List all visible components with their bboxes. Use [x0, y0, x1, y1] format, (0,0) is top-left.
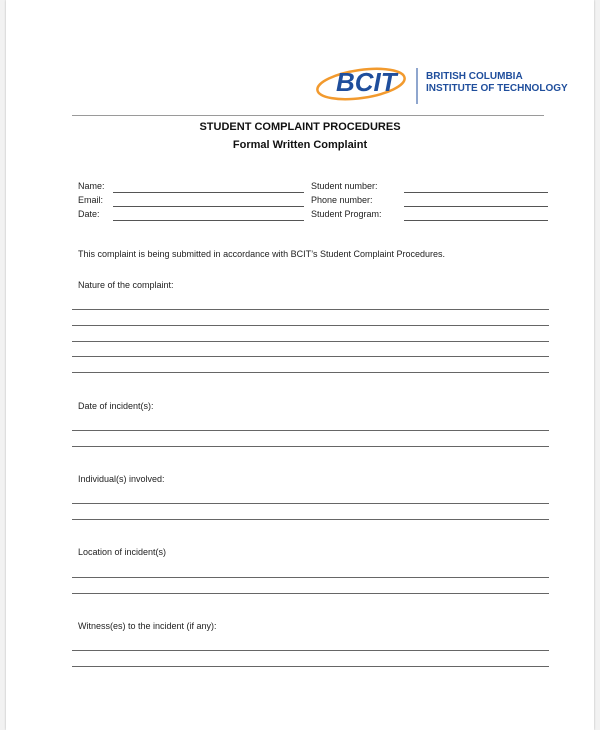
logo-line-2: INSTITUTE OF TECHNOLOGY	[426, 83, 568, 94]
name-field[interactable]	[113, 192, 304, 193]
bcit-logo	[316, 62, 568, 108]
statement-text: This complaint is being submitted in accordance with BCIT’s Student Complaint Procedures.	[78, 249, 446, 259]
nature-line-4[interactable]	[72, 356, 549, 357]
date-of-incident-line-1[interactable]	[72, 430, 549, 431]
date-of-incident-label: Date of incident(s):	[78, 401, 154, 411]
nature-label: Nature of the complaint:	[78, 280, 174, 290]
logo-wordmark: BCIT	[336, 67, 397, 97]
nature-line-1[interactable]	[72, 309, 549, 310]
individuals-label: Individual(s) involved:	[78, 474, 165, 484]
student-program-label: Student Program:	[311, 209, 382, 219]
student-number-field[interactable]	[404, 192, 548, 193]
location-line-2[interactable]	[72, 593, 549, 594]
nature-line-3[interactable]	[72, 341, 549, 342]
header-rule	[72, 115, 544, 116]
location-line-1[interactable]	[72, 577, 549, 578]
individuals-line-2[interactable]	[72, 519, 549, 520]
witnesses-line-2[interactable]	[72, 666, 549, 667]
witnesses-line-1[interactable]	[72, 650, 549, 651]
nature-line-5[interactable]	[72, 372, 549, 373]
document-title: STUDENT COMPLAINT PROCEDURES	[199, 121, 401, 133]
phone-number-label: Phone number:	[311, 195, 373, 205]
student-program-field[interactable]	[404, 220, 548, 221]
nature-line-2[interactable]	[72, 325, 549, 326]
date-of-incident-line-2[interactable]	[72, 446, 549, 447]
student-number-label: Student number:	[311, 181, 378, 191]
document-subtitle: Formal Written Complaint	[232, 139, 368, 151]
date-label: Date:	[78, 209, 100, 219]
phone-number-field[interactable]	[404, 206, 548, 207]
witnesses-label: Witness(es) to the incident (if any):	[78, 621, 217, 631]
individuals-line-1[interactable]	[72, 503, 549, 504]
email-field[interactable]	[113, 206, 304, 207]
name-label: Name:	[78, 181, 105, 191]
logo-line-1: BRITISH COLUMBIA	[426, 71, 523, 82]
email-label: Email:	[78, 195, 104, 205]
date-field[interactable]	[113, 220, 304, 221]
location-label: Location of incident(s)	[78, 547, 167, 557]
